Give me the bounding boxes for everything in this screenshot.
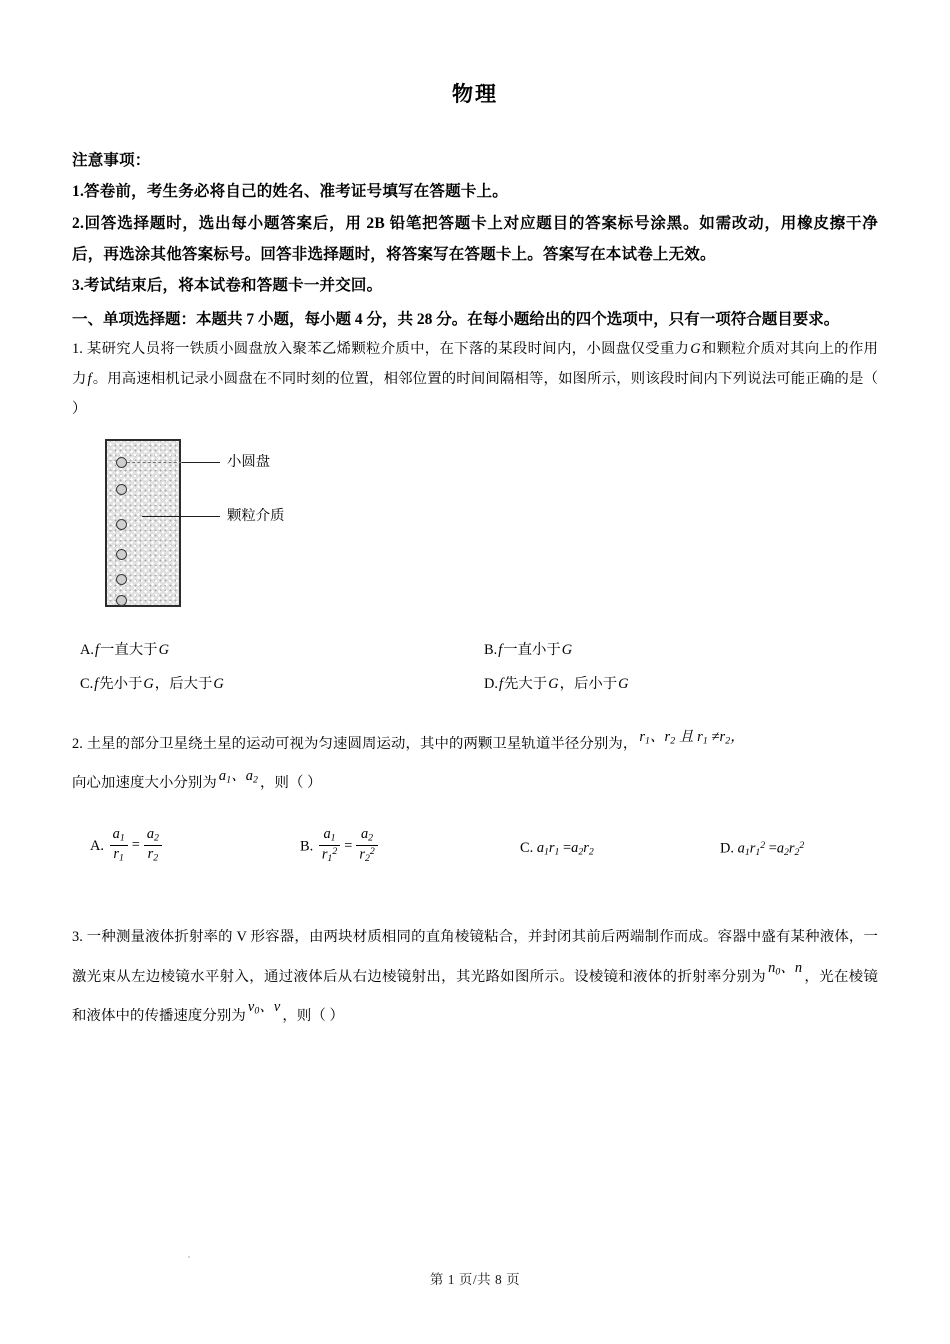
question-3-part3: ，则（ ） [282,1008,345,1025]
question-3-text [72,918,878,1037]
option-1-B-tail: G [561,641,573,658]
option-2-A-fraction-left: $\frac{a_1}{r_1}$ [108,827,130,865]
option-1-D-mid2: ，后小于 [559,675,618,692]
question-3-part1: 3. 一种测量液体折射率的 V 形容器，由两块材质相同的直角棱镜粘合，并封闭其前后两端制作而成。容器中盛有某种液体，一激光束从左边棱镜水平射入，通过液体后从右边棱镜射出，其光路如图所示。设棱镜和液体的折射率分别为 [72,929,878,985]
question-1-figure [72,431,878,627]
option-1-A-letter: A. [80,641,94,658]
question-1-symbol-f: f [87,370,92,387]
question-2-accel-math: $a_1$、$a_2$ [218,768,259,787]
option-1-D[interactable] [484,669,630,699]
disc-leader-line [182,462,220,463]
option-1-D-mid: 先大于 [504,675,548,692]
question-1-symbol-g: G [690,340,701,357]
option-1-A-tail: G [158,641,169,658]
option-1-B[interactable] [484,635,573,665]
option-1-C[interactable] [80,669,225,699]
notice-item-3: 3.考试结束后，将本试卷和答题卡一并交回。 [72,277,383,295]
question-3-v-math: $v_0$、v [247,999,281,1017]
question-2-part1: 2. 土星的部分卫星绕土星的运动可视为匀速圆周运动，其中的两颗卫星轨道半径分别为， [72,735,638,752]
question-3-n-math: $n_0$、n [768,959,803,978]
disc-marker [116,574,127,585]
option-2-C[interactable] [520,840,594,858]
disc-marker [116,457,127,468]
question-2-radii-math: $r_1$、$r_2$ 且 $r_1 \ne r_2$， [639,728,745,747]
option-1-B-mid: 一直小于 [503,641,561,658]
option-1-D-tail: G [548,675,559,692]
option-1-C-mid: 先小于 [99,675,143,692]
option-1-C-letter: C. [80,675,94,692]
option-2-D-formula: $a_1r_1^2 =a_2r_2^2$ [737,840,805,859]
notice-heading: 注意事项： [72,152,151,170]
option-2-A-letter: A. [90,838,104,855]
page-speck [188,1256,190,1258]
option-2-B-letter: B. [300,838,314,855]
question-2-part2: 向心加速度大小分别为 [72,775,217,792]
question-2-part3: ，则（ ） [260,775,322,792]
option-2-A[interactable] [90,828,164,866]
option-1-C-tail: G [143,675,154,692]
medium-leader-line [142,516,220,517]
question-1-part1: 1. 某研究人员将一铁质小圆盘放入聚苯乙烯颗粒介质中，在下落的某段时间内，小圆盘仅受重力 [72,340,690,357]
option-2-C-letter: C. [520,840,534,857]
option-2-B[interactable] [300,828,380,866]
option-1-A-mid: 一直大于 [100,641,158,658]
option-1-D-letter: D. [484,675,498,692]
question-1-part3: 。用高速相机记录小圆盘在不同时刻的位置，相邻位置的时间间隔相等，如图所示，则该段时间内下列说法可能正确的是（ ） [72,370,878,417]
figure-label-medium: 颗粒介质 [227,507,285,524]
option-1-C-mid2: ，后大于 [154,675,213,692]
figure-label-disc: 小圆盘 [227,453,271,470]
question-3-part2: ，光在棱镜和液体中的传播速度分别为 [72,968,878,1025]
disc-marker [116,484,127,495]
option-1-C-symbol: f [94,675,99,692]
notice-item-1: 1.答卷前，考生务必将自己的姓名、准考证号填写在答题卡上。 [72,183,508,201]
option-1-B-symbol: f [498,641,503,658]
option-1-B-letter: B. [484,641,498,658]
question-1-text [72,335,878,425]
page-title: 物理 [452,82,498,106]
option-2-A-fraction-right: $\frac{a_2}{r_2}$ [142,827,164,865]
option-1-D-symbol: f [499,675,503,692]
disc-marker [116,549,127,560]
notice-item-2: 2.回答选择题时，选出每小题答案后，用 2B 铅笔把答题卡上对应题目的答案标号涂黑。如需改动，用橡皮擦干净后，再选涂其他答案标号。回答非选择题时，将答案写在答题卡上。答案写在本试卷上无效。 [72,214,878,264]
notice-section [72,145,878,301]
option-2-D[interactable] [720,840,804,858]
option-1-D-tail2: G [618,675,629,692]
option-2-B-fraction-left: $\frac{a_1}{r_1^2}$ [317,827,342,865]
option-2-A-equals: = [131,837,140,854]
option-2-D-letter: D. [720,840,734,857]
disc-marker [116,595,127,606]
question-1-options [72,635,878,703]
page-footer: 第 1 页/共 8 页 [429,1272,521,1287]
option-1-A-symbol: f [95,641,99,658]
section-heading: 一、单项选择题：本题共 7 小题，每小题 4 分，共 28 分。在每小题给出的四个选项中，只有一项符合题目要求。 [72,310,840,328]
disc-marker [116,519,127,530]
option-2-B-fraction-right: $\frac{a_2}{r_2^2}$ [354,827,379,865]
question-2-options [72,820,878,898]
option-2-C-formula: $a_1r_1 =a_2r_2$ [536,840,594,858]
disc-leader-dashed [127,462,182,463]
option-2-B-equals: = [344,837,353,854]
option-1-C-tail2: G [213,675,224,692]
option-1-A[interactable] [80,635,170,665]
question-1-part2: 和颗粒介质对其向上的作用力 [72,340,879,387]
question-2-text-line2 [72,764,878,804]
question-2-text [72,725,878,765]
